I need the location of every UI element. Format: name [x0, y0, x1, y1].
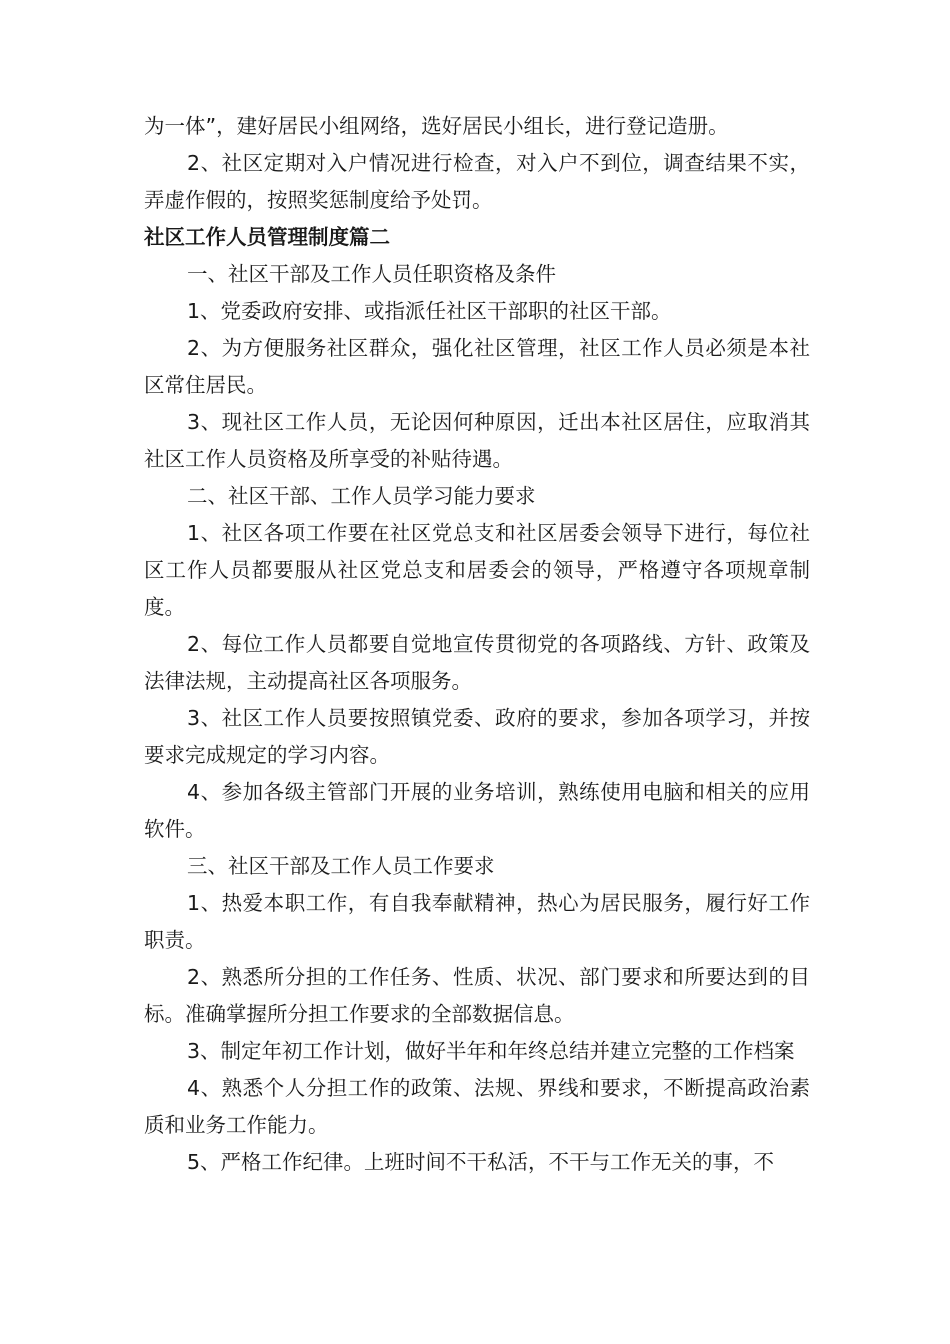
- paragraph-work-4: 4、熟悉个人分担工作的政策、法规、界线和要求，不断提高政治素质和业务工作能力。: [144, 1076, 810, 1137]
- subsection-learning: 二、社区干部、工作人员学习能力要求: [187, 484, 536, 508]
- paragraph-work-2: 2、熟悉所分担的工作任务、性质、状况、部门要求和所要达到的目标。准确掌握所分担工作要求的全部数据信息。: [144, 965, 810, 1026]
- section-heading: 社区工作人员管理制度篇二: [144, 225, 390, 249]
- paragraph-work-1: 1、热爱本职工作，有自我奉献精神，热心为居民服务，履行好工作职责。: [144, 891, 810, 952]
- paragraph-qualification-1: 1、党委政府安排、或指派任社区干部职的社区干部。: [187, 299, 672, 323]
- paragraph-qualification-3: 3、现社区工作人员，无论因何种原因，迁出本社区居住，应取消其社区工作人员资格及所享受的补贴待遇。: [144, 410, 810, 471]
- paragraph-learning-3: 3、社区工作人员要按照镇党委、政府的要求，参加各项学习，并按要求完成规定的学习内容。: [144, 706, 810, 767]
- paragraph-work-5: 5、严格工作纪律。上班时间不干私活，不干与工作无关的事，不: [187, 1150, 775, 1174]
- paragraph-qualification-2: 2、为方便服务社区群众，强化社区管理，社区工作人员必须是本社区常住居民。: [144, 336, 810, 397]
- paragraph-work-3: 3、制定年初工作计划，做好半年和年终总结并建立完整的工作档案: [187, 1039, 795, 1063]
- paragraph-continuation: 为一体”，建好居民小组网络，选好居民小组长，进行登记造册。: [144, 114, 729, 138]
- paragraph-learning-4: 4、参加各级主管部门开展的业务培训，熟练使用电脑和相关的应用软件。: [144, 780, 810, 841]
- paragraph-learning-1: 1、社区各项工作要在社区党总支和社区居委会领导下进行，每位社区工作人员都要服从社区党总支和居委会的领导，严格遵守各项规章制度。: [144, 521, 810, 619]
- paragraph-learning-2: 2、每位工作人员都要自觉地宣传贯彻党的各项路线、方针、政策及法律法规，主动提高社区各项服务。: [144, 632, 810, 693]
- subsection-work-requirements: 三、社区干部及工作人员工作要求: [187, 854, 495, 878]
- document-body: [144, 108, 810, 1181]
- subsection-qualifications: 一、社区干部及工作人员任职资格及条件: [187, 262, 556, 286]
- paragraph-inspection-rule: 2、社区定期对入户情况进行检查，对入户不到位，调查结果不实，弄虚作假的，按照奖惩制度给予处罚。: [144, 151, 810, 212]
